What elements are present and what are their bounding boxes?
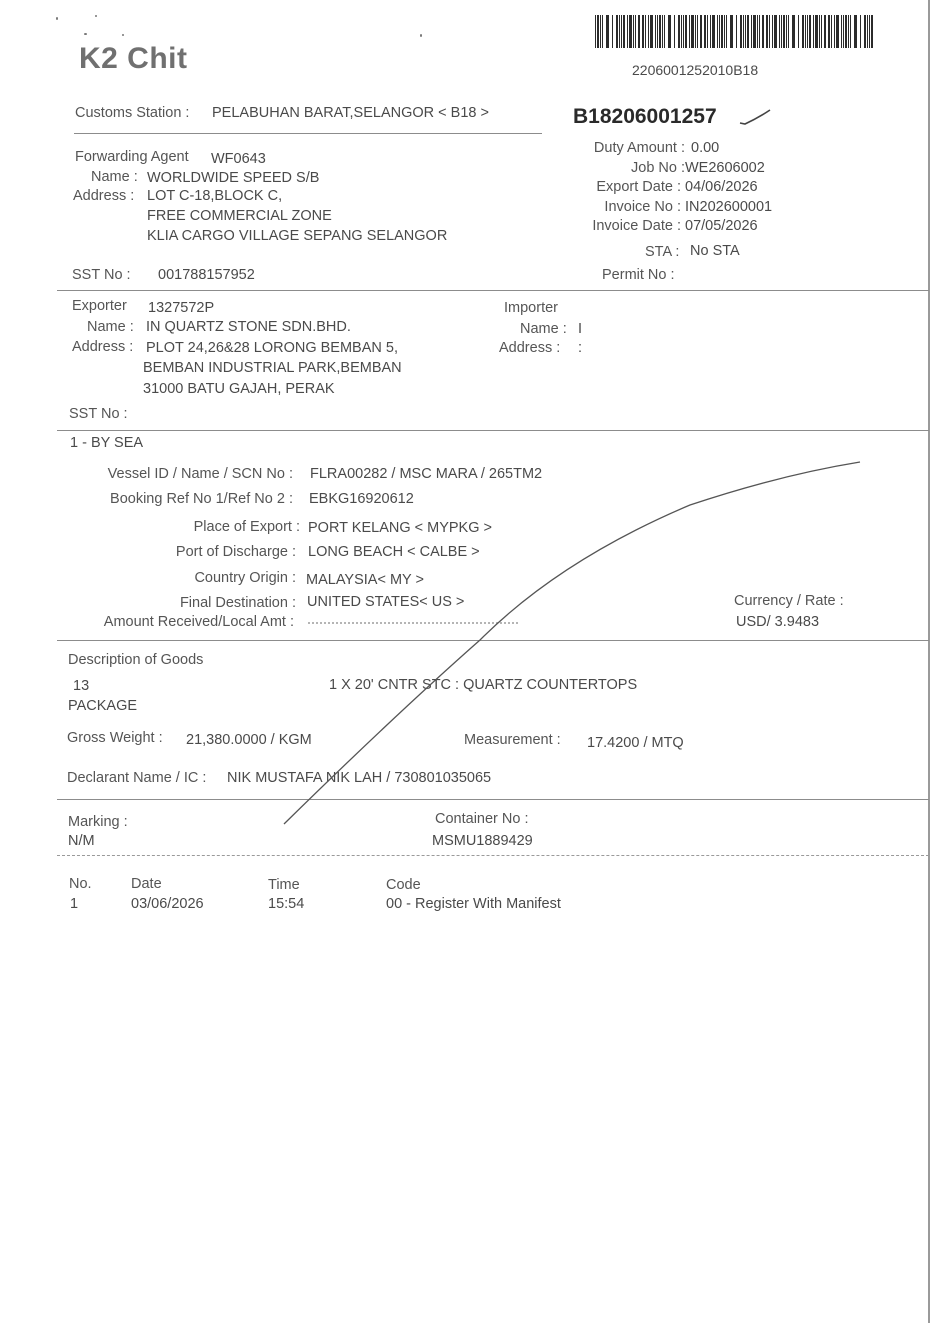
history-row-code: 00 - Register With Manifest	[386, 896, 561, 912]
forwarding-agent-label: Forwarding Agent	[75, 149, 189, 165]
invoice-date-value: 07/05/2026	[685, 218, 758, 234]
history-row-time: 15:54	[268, 896, 305, 912]
goods-description: 1 X 20' CNTR STC : QUARTZ COUNTERTOPS	[329, 677, 638, 693]
declarant-label: Declarant Name / IC :	[67, 770, 207, 786]
sta-value: No STA	[690, 243, 740, 259]
place-of-export-value: PORT KELANG < MYPKG >	[308, 520, 493, 536]
permit-no-label: Permit No :	[602, 267, 675, 283]
exporter-id: 1327572P	[148, 300, 215, 316]
gross-weight-value: 21,380.0000 / KGM	[186, 732, 312, 748]
final-destination-label: Final Destination :	[179, 595, 296, 611]
history-header-date: Date	[131, 876, 162, 892]
agent-address-line-2: FREE COMMERCIAL ZONE	[147, 208, 332, 224]
booking-ref-label: Booking Ref No 1/Ref No 2 :	[110, 491, 293, 507]
export-date-value: 04/06/2026	[685, 179, 758, 195]
history-header-no: No.	[69, 876, 92, 892]
exporter-name-label: Name :	[87, 319, 134, 335]
description-of-goods-label: Description of Goods	[68, 652, 204, 668]
job-no-value: WE2606002	[685, 160, 765, 176]
importer-name-value: I	[578, 321, 583, 337]
country-origin-label: Country Origin :	[194, 570, 296, 586]
container-no-value: MSMU1889429	[432, 833, 533, 849]
goods-quantity: 13	[73, 678, 90, 694]
exporter-address-line-1: PLOT 24,26&28 LORONG BEMBAN 5,	[146, 340, 398, 356]
port-of-discharge-value: LONG BEACH < CALBE >	[308, 544, 480, 560]
final-destination-value: UNITED STATES< US >	[307, 594, 465, 610]
job-no-label: Job No :	[631, 160, 685, 176]
agent-name-value: WORLDWIDE SPEED S/B	[147, 170, 320, 186]
vessel-label: Vessel ID / Name / SCN No :	[107, 466, 293, 482]
export-date-label: Export Date :	[596, 179, 681, 195]
importer-name-label: Name :	[520, 321, 567, 337]
duty-amount-value: 0.00	[691, 140, 720, 156]
agent-address-line-3: KLIA CARGO VILLAGE SEPANG SELANGOR	[147, 228, 448, 244]
invoice-date-label: Invoice Date :	[592, 218, 681, 234]
marking-label: Marking :	[68, 814, 128, 830]
port-of-discharge-label: Port of Discharge :	[175, 544, 296, 560]
place-of-export-label: Place of Export :	[193, 519, 300, 535]
agent-name-label: Name :	[91, 169, 138, 185]
exporter-address-line-2: BEMBAN INDUSTRIAL PARK,BEMBAN	[143, 360, 402, 376]
history-header-time: Time	[268, 877, 300, 893]
exporter-sst-label: SST No :	[69, 406, 128, 422]
importer-address-label: Address :	[499, 340, 561, 356]
exporter-address-line-3: 31000 BATU GAJAH, PERAK	[143, 381, 335, 397]
agent-sst-value: 001788157952	[158, 267, 255, 283]
importer-address-value: :	[578, 340, 583, 356]
vessel-value: FLRA00282 / MSC MARA / 265TM2	[310, 466, 543, 482]
document-title: K2 Chit	[79, 42, 188, 75]
barcode-number: 2206001252010B18	[632, 62, 759, 78]
sta-label: STA :	[645, 244, 680, 260]
gross-weight-label: Gross Weight :	[67, 730, 163, 746]
forwarding-agent-value: WF0643	[211, 151, 266, 167]
importer-label: Importer	[504, 300, 558, 316]
customs-station-label: Customs Station :	[75, 105, 190, 121]
invoice-no-label: Invoice No :	[604, 199, 681, 215]
history-row-date: 03/06/2026	[131, 896, 204, 912]
measurement-value: 17.4200 / MTQ	[587, 735, 684, 751]
exporter-address-label: Address :	[72, 339, 134, 355]
currency-rate-value: USD/ 3.9483	[736, 614, 820, 630]
history-header-code: Code	[386, 877, 421, 893]
exporter-label: Exporter	[72, 298, 127, 314]
country-origin-value: MALAYSIA< MY >	[306, 572, 424, 588]
agent-address-line-1: LOT C-18,BLOCK C,	[147, 188, 283, 204]
customs-station-value: PELABUHAN BARAT,SELANGOR < B18 >	[212, 105, 489, 121]
container-no-label: Container No :	[435, 811, 529, 827]
duty-amount-label: Duty Amount :	[593, 140, 685, 156]
booking-ref-value: EBKG16920612	[309, 491, 414, 507]
declarant-value: NIK MUSTAFA NIK LAH / 730801035065	[227, 770, 492, 786]
measurement-label: Measurement :	[464, 732, 561, 748]
history-row-no: 1	[70, 896, 79, 912]
goods-unit: PACKAGE	[68, 698, 138, 714]
agent-address-label: Address :	[73, 188, 135, 204]
currency-rate-label: Currency / Rate :	[734, 593, 844, 609]
reference-number: B18206001257	[573, 105, 717, 128]
transport-mode: 1 - BY SEA	[70, 435, 144, 451]
agent-sst-label: SST No :	[72, 267, 131, 283]
amount-received-label: Amount Received/Local Amt :	[103, 614, 294, 630]
marking-value: N/M	[68, 833, 95, 849]
exporter-name-value: IN QUARTZ STONE SDN.BHD.	[146, 319, 351, 335]
invoice-no-value: IN202600001	[685, 199, 773, 215]
